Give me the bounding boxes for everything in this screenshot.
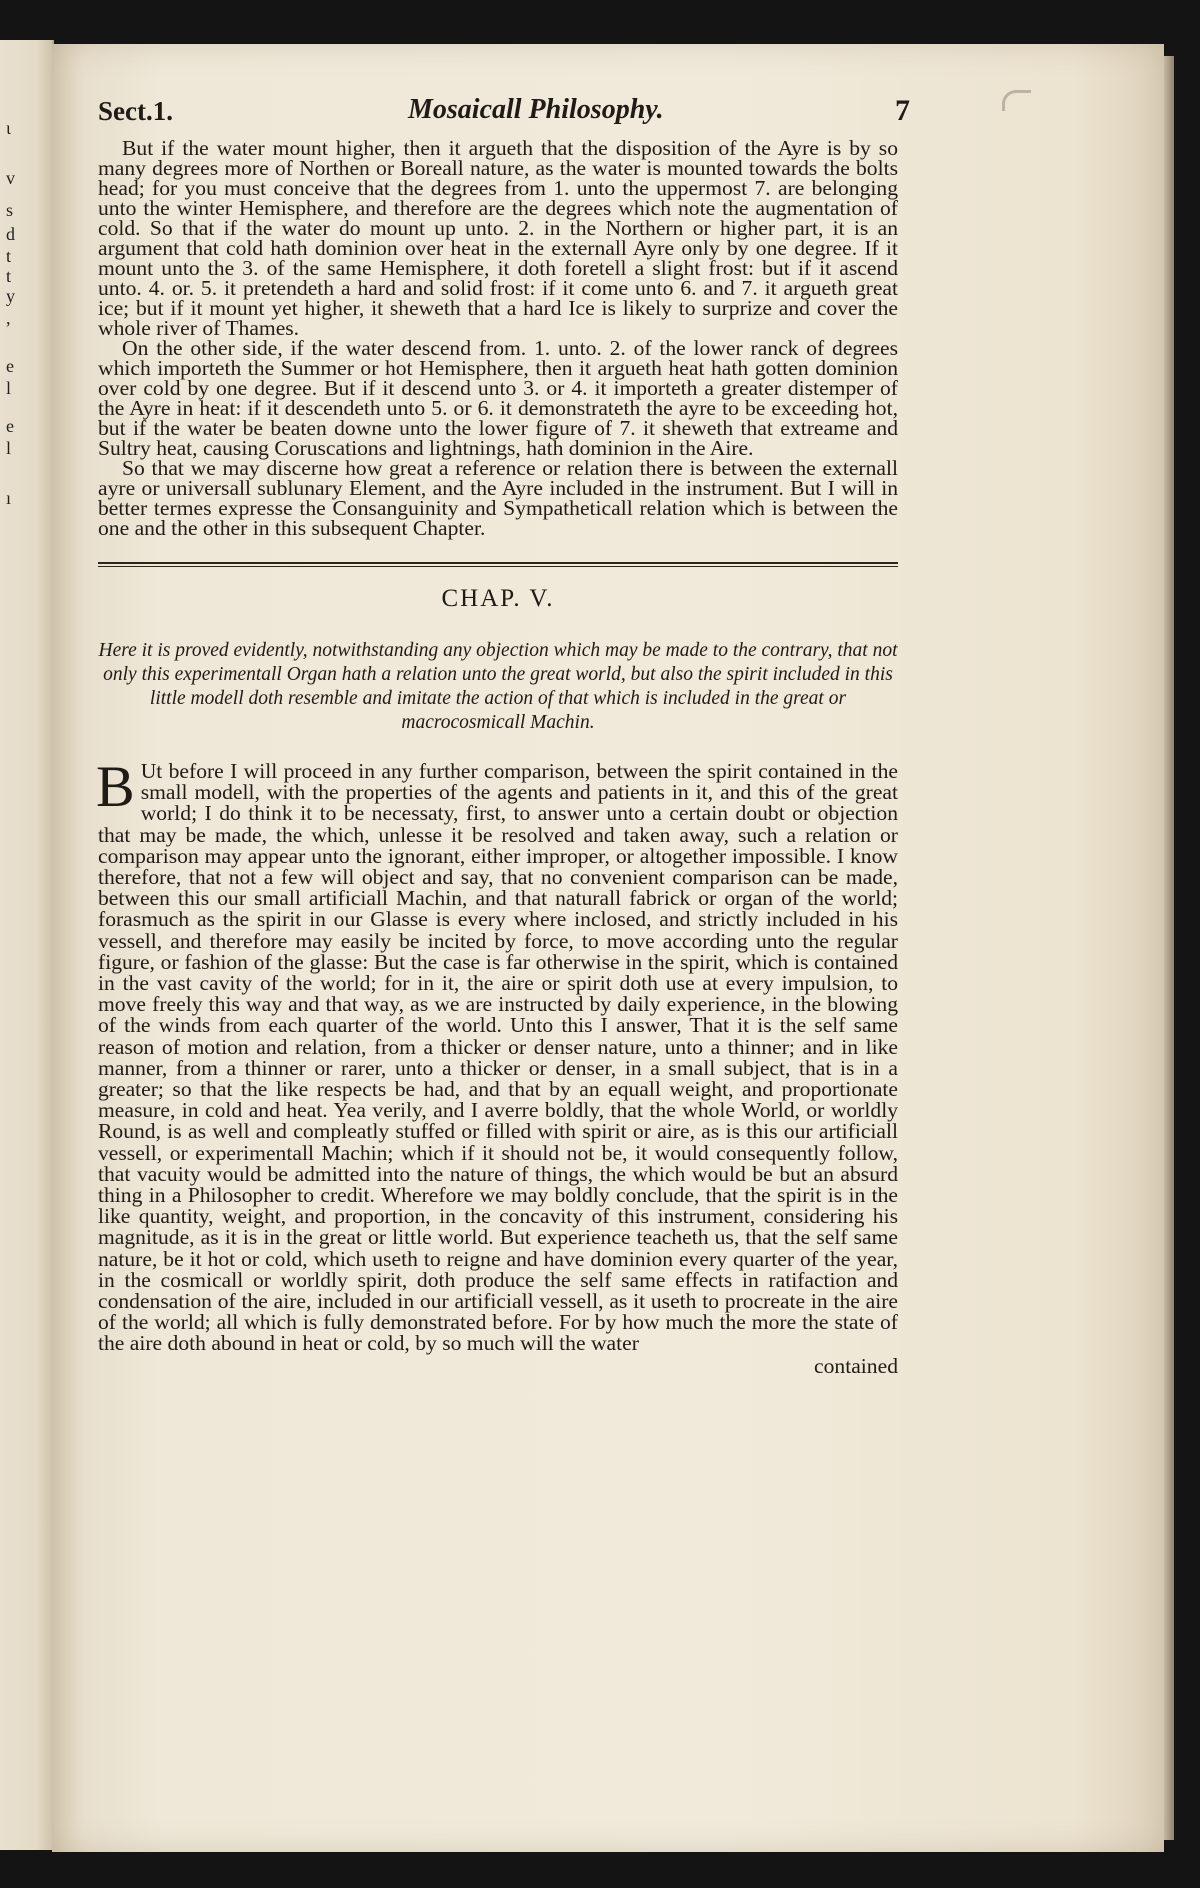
running-title: Mosaicall Philosophy. [408,94,664,125]
page-content [96,94,910,1378]
chapter-argument: Here it is proved evidently, notwithstanding any objection which may be made to the contrary, that not only this experimentall Organ hath a relation unto the great world, but also the spirit included in this little modell doth resemble and imitate the action of that which is included in the great or macrocosmicall Machin. [98,640,898,733]
chapter-heading: CHAP. V. [441,585,555,612]
page-number: 7 [895,94,910,127]
chapter-body [96,754,898,1356]
facing-page-letter: ı [6,488,12,508]
catchword: contained [814,1353,898,1378]
paragraph-relation: So that we may discerne how great a reference or relation there is between the externall ayre or universall sublunary Element, and the Ayre included in the instrument. But I will in better termes expresse the Consanguinity and Sympatheticall relation which is between the one and the other in this subsequent Chapter. [98,456,898,540]
facing-page-letter: t [6,246,12,266]
facing-page-letter: l [6,378,12,398]
facing-page-letter: y [6,286,15,306]
facing-page-letter: e [6,356,14,376]
section-label: Sect.1. [98,96,173,126]
chapter-body-text: Ut before I will proceed in any further comparison, between the spirit contained in the small modell, with the properties of the agents and patients in it, and this of the great world; I do think it to be necessaty, first, to answer unto a certain doubt or objection that may be made, the which, unlesse it be resolved and taken away, such a relation or comparison may appear unto the ignorant, either improper, or altogether impossible. I know therefore, that not a few will object and say, that no convenient comparison can be made, between this our small artificiall Machin, and that naturall fabrick or organ of the world; forasmuch as the spirit in our Glasse is every where inclosed, and strictly included in his vessell, and therefore may easily be incited by force, to move according unto the regular figure, or fashion of the glasse: But the case is far otherwise in the spirit, which is contained in the vast cavity of the world; for in it, the aire or spirit doth use at every impulsion, to move freely this way and that way, as we are instructed by daily experience, in the blowing of the winds from each quarter of the world. Unto this I answer, That it is the self same reason of motion and relation, from a thicker or denser nature, unto a thinner; and in like manner, from a thinner or rarer, unto a thicker or denser, in a small subject, that is in a greater; so that the like respects be had, and that by an equall weight, and proportionate measure, in cold and heat. Yea verily, and I averre boldly, that the whole World, or worldly Round, is as well and compleatly stuffed or filled with spirit or aire, as is this our artificiall vessell, or experimentall Machin; which if it should not be, it would consequently follow, that vacuity would be admitted into the nature of things, the which would be but an absurd thing in a Philosopher to credit. Wherefore we may boldly conclude, that the spirit is in the like quantity, weight, and proportion, in the concavity of this instrument, considering his magnitude, as it is in the great or little world. But experience teacheth us, that the self same nature, be it hot or cold, which useth to reigne and have dominion every quarter of the year, in the cosmicall or worldly spirit, doth produce the self same effects in ratifaction and condensation of the aire, included in our artificiall vessell, as it useth to procreate in the aire of the world; all which is fully demonstrated before. For by how much the more the state of the aire doth abound in heat or cold, by so much will the water [98,759,898,1356]
divider-rule [98,562,898,567]
facing-page-letter: v [6,168,15,188]
page-edge-shadow [1164,56,1174,1840]
facing-page-letter: s [6,200,14,220]
drop-capital: B [96,754,135,819]
facing-page-letter: , [6,308,11,328]
facing-page-letter: l [6,438,12,458]
running-header [98,94,910,138]
paragraph-water-mount: But if the water mount higher, then it argueth that the disposition of the Ayre is by so many degrees more of Northen or Boreall nature, as the water is mounted towards the bolts head; for you must conceive that the degrees from 1. unto the uppermost 7. are belonging unto the winter Hemisphere, and therefore are the degrees which note the augmentation of cold. So that if the water do mount up unto. 2. in the Northern or higher part, it is an argument that cold hath dominion over heat in the externall Ayre only by one degree. If it mount unto the 3. of the same Hemisphere, it doth foretell a slight frost: but if it ascend unto. 4. or. 5. it pretendeth a hard and solid frost: if it come unto 6. and 7. it argueth great ice; but if it mount yet higher, it sheweth that a hard Ice is likely to surprize and cover the whole river of Thames. [98,136,898,340]
facing-page-edge [0,40,54,1850]
facing-page-letter: d [6,224,15,244]
facing-page-letter: e [6,416,14,436]
paragraph-water-descend: On the other side, if the water descend from. 1. unto. 2. of the lower ranck of degrees which importeth the Summer or hot Hemisphere, then it argueth heat hath gotten dominion over cold by one degree. But if it descend unto 3. or 4. it importeth a greater distemper of the Ayre in heat: if it descendeth unto 5. or 6. it demonstrateth the ayre to be exceeding hot, but if the water be beaten downe unto the lower figure of 7. it sheweth that extreame and Sultry heat, causing Coruscations and lightnings, hath dominion in the Aire. [98,336,898,460]
facing-page-letter: ɩ [6,118,11,138]
corner-mark [1002,90,1031,111]
facing-page-letter: t [6,266,12,286]
